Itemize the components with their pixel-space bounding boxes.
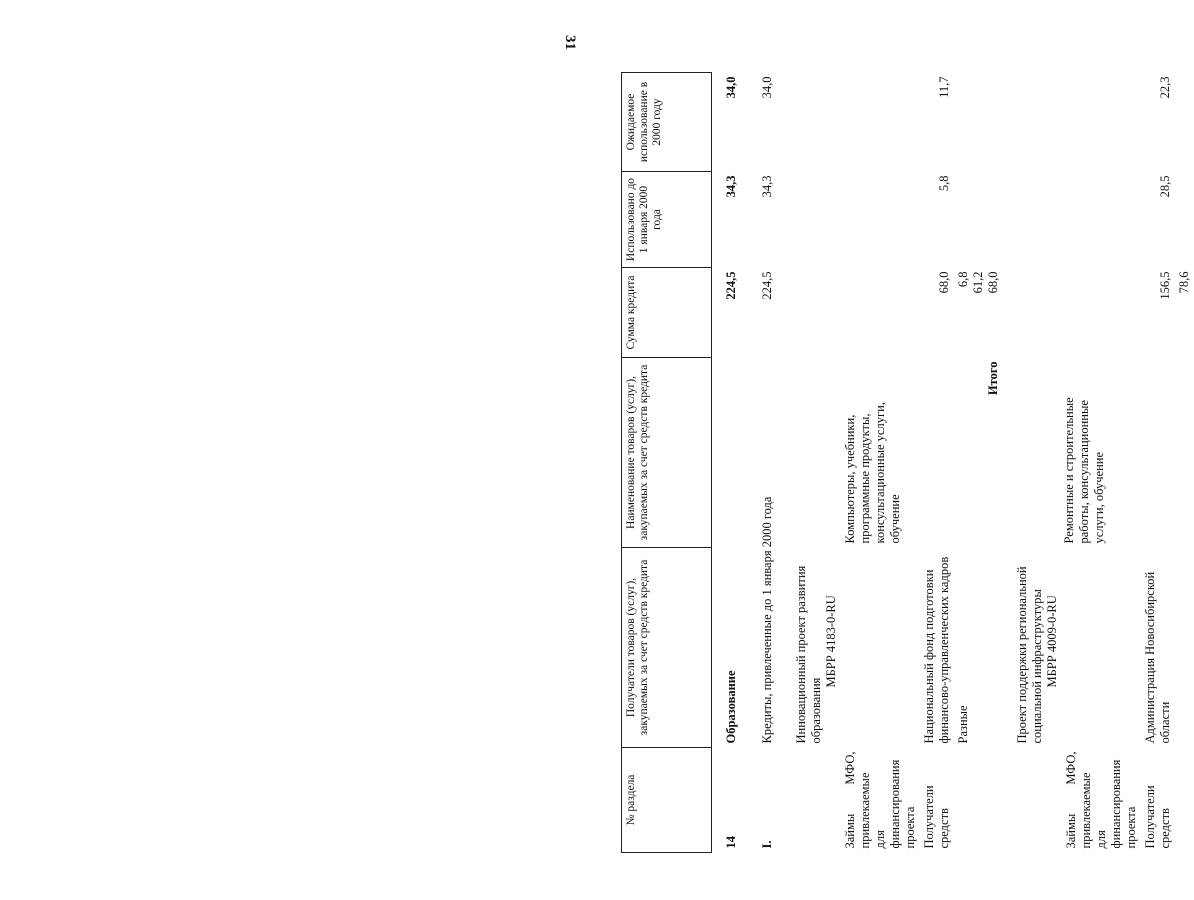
table-row xyxy=(841,73,920,853)
project2-title: Проект поддержки региональной социальной инфраструктуры xyxy=(1014,566,1044,744)
project2-expected: 22,3 xyxy=(1157,76,1172,99)
table-row xyxy=(750,73,786,853)
section-no: 14 xyxy=(724,836,738,849)
rotated-page-content xyxy=(621,73,1191,853)
project2-goods: Ремонтные и строительные работы, консультационные услуги, обучение xyxy=(1061,397,1106,544)
credits-title: Кредиты, привлеченные до 1 января 2000 года xyxy=(759,496,774,744)
header-recipients: Получатели товаров (услуг), закупаемых за счет средств кредита xyxy=(622,548,712,748)
project2-loan-label: Займы МФО, привлекаемые для финансирования проекта xyxy=(1063,751,1138,849)
project1-loan-code: МБРР 4183-0-RU xyxy=(823,595,838,688)
table-header-row xyxy=(622,73,712,853)
table-row xyxy=(1175,73,1194,853)
page-number: 31 xyxy=(562,35,578,50)
project1-breakdown-3: 68,0 xyxy=(985,271,1000,294)
header-credit-sum: Сумма кредита xyxy=(622,268,712,358)
project1-breakdown-2: 61,2 xyxy=(970,271,985,294)
project1-recipients-label: Получатели средств xyxy=(921,785,951,849)
project2-recipients-label: Получатели средств xyxy=(1142,785,1172,849)
table-row xyxy=(1003,73,1062,853)
project2-recipient1: Администрация Новосибирской области xyxy=(1142,571,1172,744)
credits-expected: 34,0 xyxy=(759,76,774,99)
table-row xyxy=(1062,73,1141,853)
project1-expected: 11,7 xyxy=(936,76,951,98)
table-row xyxy=(712,73,750,853)
project1-used: 5,8 xyxy=(936,175,951,192)
project1-goods: Компьютеры, учебники, программные продукты, консультационные услуги, обучение xyxy=(842,402,902,544)
credit-table xyxy=(621,72,1194,853)
section-credit-sum: 224,5 xyxy=(724,271,738,300)
credits-used: 34,3 xyxy=(759,175,774,198)
project2-credit-sum: 156,5 xyxy=(1157,271,1172,300)
section-used: 34,3 xyxy=(724,175,738,198)
section-expected: 34,0 xyxy=(724,76,738,99)
table-row xyxy=(954,73,1003,853)
project1-recipient2: Разные xyxy=(955,705,970,744)
section-title: Образование xyxy=(724,670,738,744)
project1-total-label: Итого xyxy=(985,361,1000,396)
header-goods: Наименование товаров (услуг), закупаемых за счет средств кредита xyxy=(622,358,712,548)
credits-credit-sum: 224,5 xyxy=(759,271,774,300)
project2-loan-code: МБРР 4009-0-RU xyxy=(1044,595,1059,688)
project2-used: 28,5 xyxy=(1157,175,1172,198)
project2-recipient-sum: 78,6 xyxy=(1176,271,1191,294)
table-row xyxy=(786,73,841,853)
project1-recipient1: Национальный фонд подготовки финансово-управленческих кадров xyxy=(921,556,951,744)
credits-no: I. xyxy=(759,840,774,849)
project1-title: Инновационный проект развития образования xyxy=(793,565,823,744)
project1-loan-label: Займы МФО, привлекаемые для финансирования проекта xyxy=(842,751,917,849)
header-expected: Ожидаемое использование в 2000 году xyxy=(622,73,712,172)
project1-breakdown-1: 6,8 xyxy=(955,271,970,288)
header-section-no: № раздела xyxy=(622,748,712,853)
project1-credit-sum: 68,0 xyxy=(936,271,951,294)
header-used: Использовано до 1 января 2000 года xyxy=(622,172,712,268)
